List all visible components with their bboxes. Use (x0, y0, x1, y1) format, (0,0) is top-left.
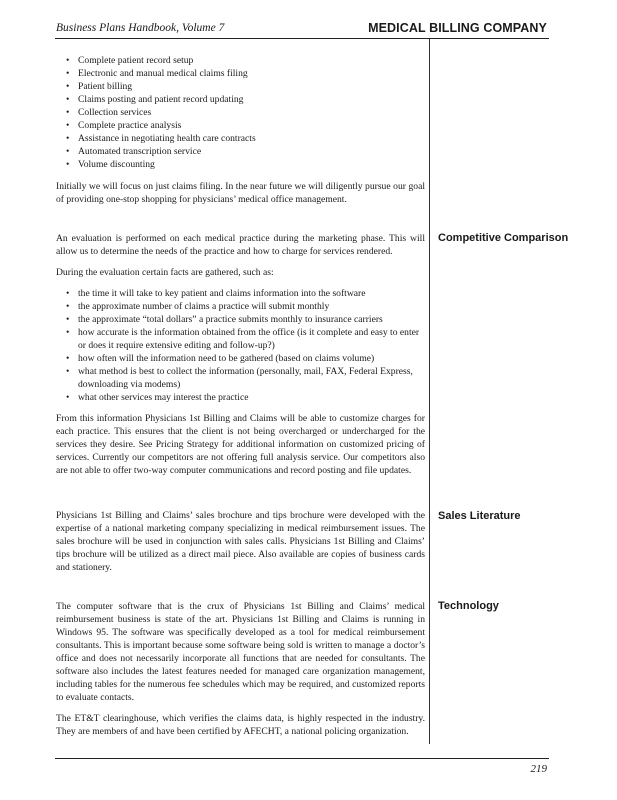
sales-paragraph: Physicians 1st Billing and Claims’ sales brochure and tips brochure were developed with the expertise of a national marketing company specializing in medical reimbursement issues. The sales brochure will be used in conjunction with sales calls. Physicians 1st Billing and Claims’ tips brochure will be utilized as a direct mail piece. Also available are copies of business cards and stationery. (56, 510, 425, 573)
competitive-para-3: From this information Physicians 1st Billing and Claims will be able to customize charges for each practice. This ensures that the client is not being overcharged or undercharged for the services they desire. See Pricing Strategy for additional information on customized pricing of services. Currently our competitors are not offering full analysis service. Our competitors also are not able to offer two-way computer communications and record posting and file updates. (56, 413, 425, 476)
service-item: • Volume discounting (66, 159, 155, 170)
service-item: • Complete practice analysis (66, 120, 182, 131)
fact-item: • what method is best to collect the information (personally, mail, FAX, Federal Express, downloading via modems) (66, 366, 413, 390)
column-divider (429, 39, 430, 744)
fact-item: • how accurate is the information obtained from the office (is it complete and easy to enter or does it require extensive editing and follow-up?) (66, 327, 420, 351)
service-item: • Electronic and manual medical claims filing (66, 68, 248, 79)
service-item: • Patient billing (66, 81, 133, 92)
book-title: Business Plans Handbook, Volume 7 (56, 22, 225, 34)
sales-section (56, 509, 425, 574)
technology-para-1: The computer software that is the crux of Physicians 1st Billing and Claims’ medical reimbursement business is state of the art. Physicians 1st Billing and Claims is running in Windows 95. The software was specifically developed as a tool for medical reimbursement consultants. This is important because some software being sold is written to manage a doctor’s office and does not necessarily incorporate all functions that are needed for consultants. The software also includes the latest features needed for managed care organization management, including tables for the numerous fee schedules which may be required, and customized reports to evaluate contacts. (56, 601, 425, 703)
technology-section (56, 600, 425, 738)
services-list (56, 54, 425, 171)
facts-list (56, 287, 425, 404)
company-title: MEDICAL BILLING COMPANY (368, 21, 547, 35)
sales-heading: Sales Literature (438, 510, 521, 522)
header-rule (55, 38, 549, 39)
fact-item: • the time it will take to key patient and claims information into the software (66, 288, 366, 299)
service-item: • Automated transcription service (66, 146, 202, 157)
technology-para-2: The ET&T clearinghouse, which verifies the claims data, is highly respected in the industry. They are members of and have been certified by AFECHT, a national policing organization. (56, 713, 425, 737)
fact-item: • the approximate “total dollars” a practice submits monthly to insurance carriers (66, 314, 383, 325)
technology-heading: Technology (438, 600, 499, 612)
services-section (56, 54, 425, 206)
intro-paragraph: Initially we will focus on just claims filing. In the near future we will diligently pursue our goal of providing one-stop shopping for physicians’ medical office management. (56, 181, 425, 205)
service-item: • Collection services (66, 107, 152, 118)
fact-item: • how often will the information need to be gathered (based on claims volume) (66, 353, 375, 364)
fact-item: • what other services may interest the practice (66, 392, 249, 403)
service-item: • Assistance in negotiating health care contracts (66, 133, 256, 144)
competitive-para-1: An evaluation is performed on each medical practice during the marketing phase. This will allow us to determine the needs of the practice and how to charge for services rendered. (56, 233, 425, 257)
fact-item: • the approximate number of claims a practice will submit monthly (66, 301, 330, 312)
competitive-section (56, 232, 425, 477)
competitive-heading: Competitive Comparison (438, 232, 569, 244)
competitive-para-2: During the evaluation certain facts are gathered, such as: (56, 267, 274, 278)
footer-rule (55, 758, 549, 759)
service-item: • Claims posting and patient record updating (66, 94, 244, 105)
page-number: 219 (530, 763, 547, 775)
service-item: • Complete patient record setup (66, 55, 194, 66)
